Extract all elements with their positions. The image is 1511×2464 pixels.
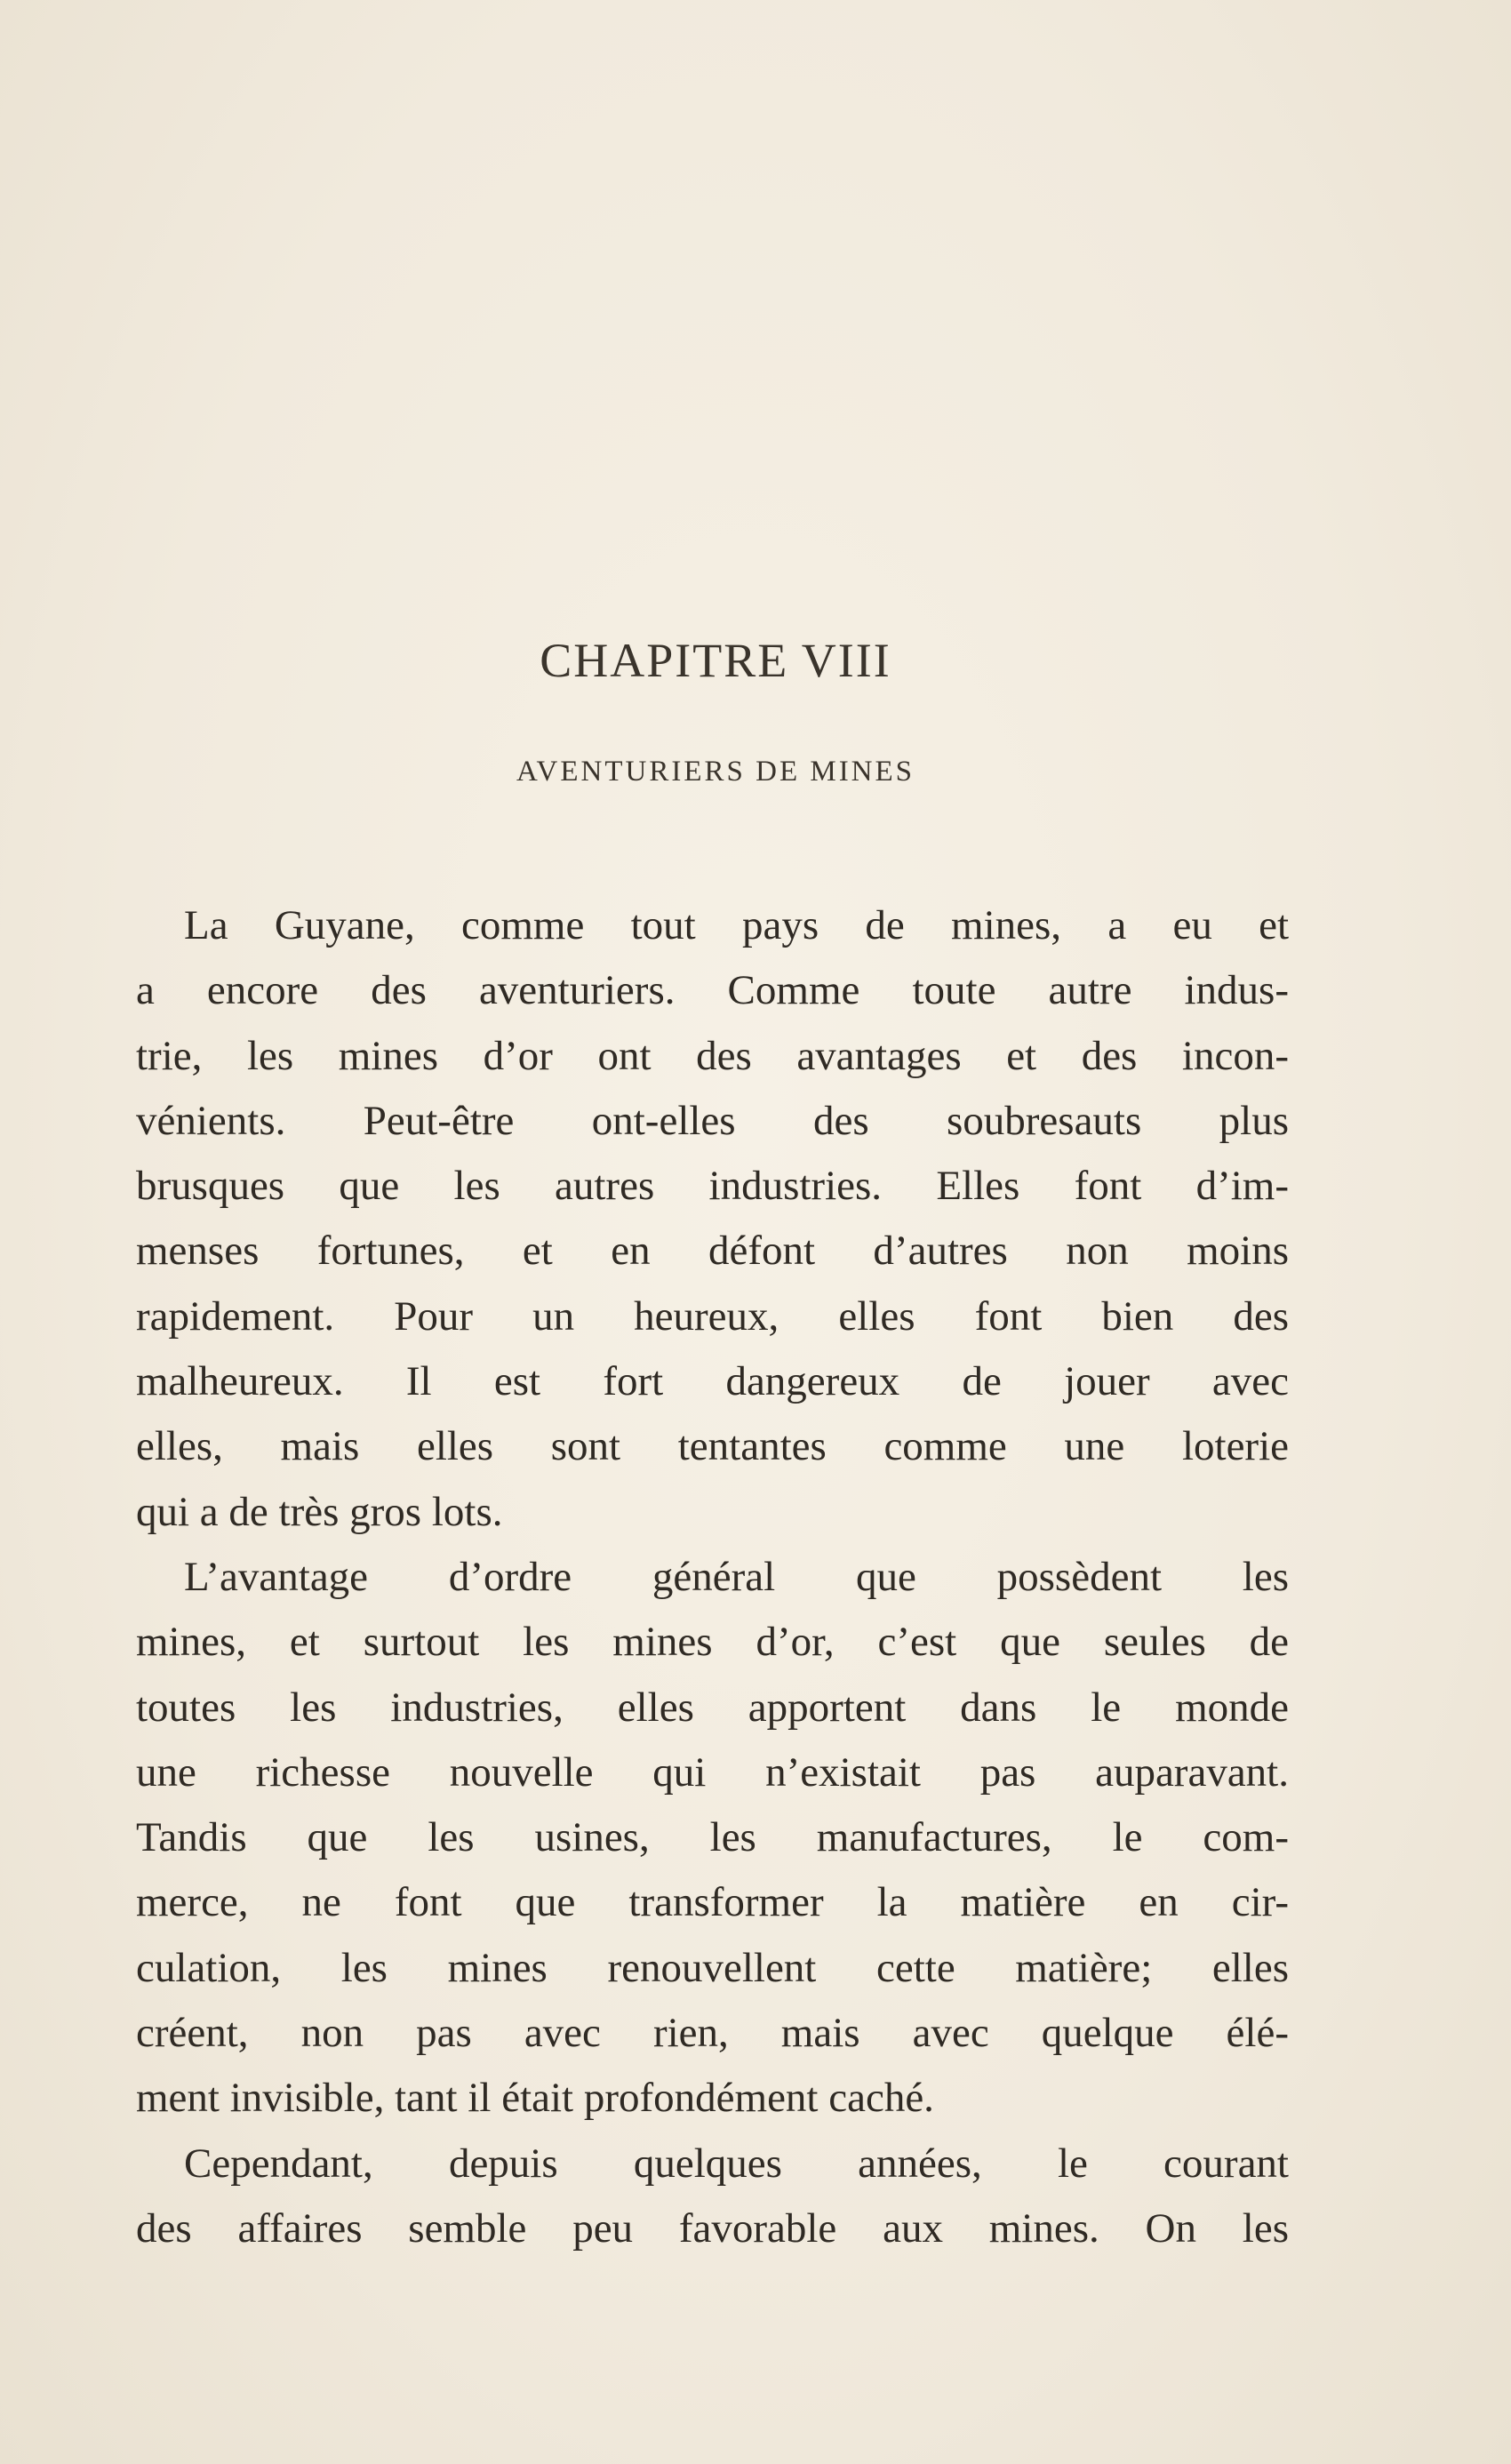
- text-line: vénients. Peut-être ont-elles des soubresauts plus: [136, 1097, 1289, 1144]
- chapter-subtitle: AVENTURIERS DE MINES: [516, 756, 915, 788]
- text-line: rapidement. Pour un heureux, elles font bien des: [136, 1292, 1289, 1340]
- body-text: [136, 893, 1289, 2261]
- chapter-title: CHAPITRE VIII: [540, 634, 891, 687]
- text-line: une richesse nouvelle qui n’existait pas auparavant.: [136, 1748, 1289, 1796]
- text-line: malheureux. Il est fort dangereux de jouer avec: [136, 1358, 1289, 1405]
- text-line: toutes les industries, elles apportent dans le monde: [136, 1684, 1289, 1731]
- text-line: trie, les mines d’or ont des avantages et des incon-: [136, 1032, 1289, 1079]
- text-line: qui a de très gros lots.: [136, 1488, 503, 1535]
- text-line: elles, mais elles sont tentantes comme une loterie: [136, 1423, 1289, 1470]
- text-line: menses fortunes, et en défont d’autres non moins: [136, 1228, 1289, 1275]
- text-line: merce, ne font que transformer la matière en cir-: [136, 1879, 1289, 1926]
- text-line: La Guyane, comme tout pays de mines, a eu et: [184, 902, 1289, 948]
- text-line: Cependant, depuis quelques années, le courant: [184, 2140, 1289, 2187]
- text-line: créent, non pas avec rien, mais avec quelque élé-: [136, 2010, 1289, 2057]
- text-line: a encore des aventuriers. Comme toute autre indus-: [136, 967, 1289, 1014]
- text-line: L’avantage d’ordre général que possèdent les: [184, 1553, 1289, 1600]
- text-line: culation, les mines renouvellent cette matière; elles: [136, 1944, 1289, 1991]
- text-line: des affaires semble peu favorable aux mines. On les: [136, 2204, 1289, 2252]
- text-line: brusques que les autres industries. Elles font d’im-: [136, 1163, 1289, 1210]
- text-line: Tandis que les usines, les manufactures, le com-: [136, 1814, 1289, 1861]
- text-line: mines, et surtout les mines d’or, c’est que seules de: [136, 1619, 1289, 1666]
- text-line: ment invisible, tant il était profondément caché.: [136, 2075, 934, 2122]
